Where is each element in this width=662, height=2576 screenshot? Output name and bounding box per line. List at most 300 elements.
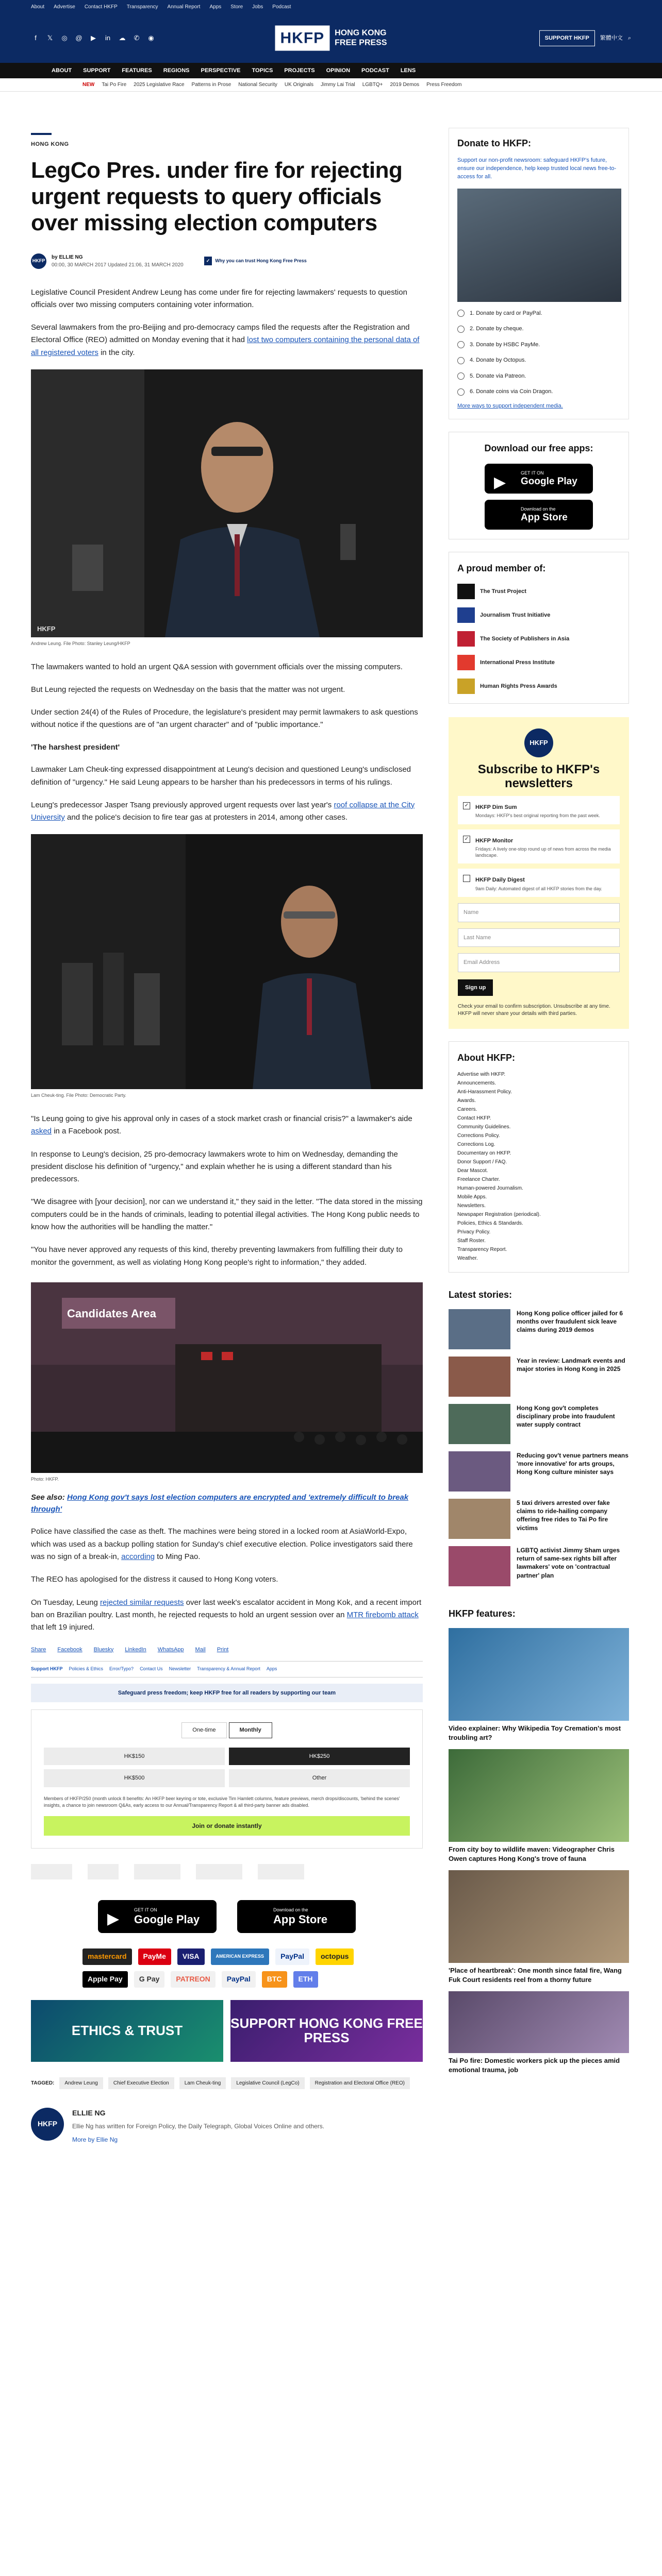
support-hkfp-banner[interactable]: SUPPORT HONG KONG FREE PRESS	[230, 2000, 423, 2062]
membership-name: The Trust Project	[480, 588, 526, 595]
radio-icon	[457, 372, 465, 380]
nav-item[interactable]: OPINION	[326, 67, 351, 74]
donate-widget	[449, 128, 629, 419]
nav-item[interactable]: PERSPECTIVE	[201, 67, 241, 74]
apps-title: Download our free apps:	[484, 443, 593, 453]
nav-item[interactable]: TOPICS	[252, 67, 273, 74]
trust-label: Why you can trust Hong Kong Free Press	[215, 258, 307, 263]
membership-item[interactable]	[457, 584, 620, 599]
about-link[interactable]: Privacy Policy.	[457, 1229, 491, 1235]
donate-method-label: 6. Donate coins via Coin Dragon.	[470, 388, 553, 395]
trending-link[interactable]: Press Freedom	[426, 82, 462, 88]
donate-intro[interactable]: Support our non-profit newsroom: safeguard HKFP's future, ensure our independence, help keep trusted local news free-to-access for all.	[457, 157, 617, 180]
tags-label: TAGGED:	[31, 2080, 55, 2086]
newsletter-logo: HKFP	[524, 728, 553, 757]
story-headline: Reducing gov't venue partners means 'more innovative' for arts groups, Hong Kong culture minister says	[517, 1452, 628, 1476]
story-item[interactable]	[449, 1309, 629, 1349]
paragraph	[31, 799, 423, 824]
newsletter-name: HKFP Dim Sum	[475, 804, 517, 810]
membership-name: International Press Institute	[480, 659, 555, 666]
nav-item[interactable]: SUPPORT	[83, 67, 111, 74]
about-title: About HKFP:	[457, 1053, 515, 1063]
newsletter-widget	[449, 717, 629, 1029]
share-print[interactable]: Print	[217, 1646, 229, 1653]
sidebar	[449, 92, 629, 2074]
nav-item[interactable]: PODCAST	[361, 67, 389, 74]
svg-text:HKFP: HKFP	[37, 625, 56, 633]
site-logo[interactable]	[275, 26, 387, 51]
youtube-icon[interactable]: ▶	[91, 34, 96, 42]
author-box	[31, 2108, 423, 2144]
feature-image	[449, 1628, 629, 1721]
instagram-icon[interactable]: ◎	[61, 34, 68, 42]
trending-link[interactable]: Tai Po Fire	[102, 82, 127, 88]
paragraph-text: that left 19 injured.	[31, 1623, 95, 1632]
story-item[interactable]	[449, 1404, 629, 1444]
share-bar	[31, 1646, 423, 1654]
donate-method[interactable]	[457, 309, 620, 318]
paragraph: But Leung rejected the requests on Wednesday on the basis that the matter was not urgent.	[31, 685, 345, 694]
paragraph-text: and the police's decision to fire tear gas at protesters in 2014, among other cases.	[64, 813, 348, 822]
tab-monthly[interactable]: Monthly	[229, 1722, 272, 1738]
features-title: HKFP features:	[449, 1608, 516, 1619]
venue-sign: Candidates Area	[67, 1307, 156, 1320]
feature-item[interactable]	[449, 1628, 629, 1742]
story-headline: Hong Kong gov't completes disciplinary probe into fraudulent water supply contract	[517, 1404, 615, 1429]
feature-item[interactable]	[449, 1749, 629, 1863]
name-field[interactable]: Name	[458, 903, 620, 922]
paragraph: Under section 24(4) of the Rules of Procedure, the legislature's president may permit lawmakers to ask questions without notice if the questions are of "an urgent character" and of "public importance."	[31, 708, 418, 730]
masthead	[0, 13, 662, 63]
footer-link[interactable]: Error/Typo?	[109, 1666, 134, 1671]
badge-big: Google Play	[521, 476, 577, 487]
latest-title: Latest stories:	[449, 1290, 512, 1300]
paragraph	[31, 1597, 423, 1634]
paragraph: Legislative Council President Andrew Leung has come under fire for rejecting lawmakers' requests to question officials over two missing computers containing voter information.	[31, 287, 407, 309]
inline-link[interactable]: lost two computers containing the personal data of all registered voters	[31, 335, 420, 357]
payment-logo: PATREON	[171, 1971, 215, 1988]
language-switch[interactable]: 繁體中文	[600, 35, 623, 41]
trending-link[interactable]: 2019 Demos	[390, 82, 420, 88]
app-store-badge[interactable]	[485, 500, 593, 530]
payment-logo: AMERICAN EXPRESS	[211, 1948, 270, 1965]
story-thumbnail	[449, 1499, 510, 1539]
inline-link[interactable]: roof collapse at the City University	[31, 800, 415, 822]
inline-link[interactable]: rejected similar requests	[100, 1598, 184, 1607]
ipi-icon	[457, 655, 475, 670]
donate-image	[457, 189, 621, 302]
nav-item[interactable]: PROJECTS	[284, 67, 315, 74]
donation-form	[31, 1709, 423, 1849]
about-link[interactable]: Weather.	[457, 1256, 478, 1261]
topbar-link[interactable]: Apps	[209, 4, 222, 10]
newsletter-desc: Mondays: HKFP's best original reporting from the past week.	[475, 813, 600, 819]
logo-wordmark	[335, 29, 387, 48]
tag[interactable]: Lam Cheuk-ting	[179, 2077, 226, 2089]
donate-method[interactable]	[457, 325, 620, 333]
about-link[interactable]: Corrections Policy.	[457, 1133, 500, 1139]
badge-big: App Store	[521, 512, 568, 523]
payment-logo: PayMe	[138, 1948, 171, 1965]
paragraph-text: Several lawmakers from the pro-Beijing and pro-democracy camps filed the requests after the Registration and Electoral Office (REO) admitted on Monday evening that it had	[31, 323, 410, 345]
search-icon[interactable]: ⌕	[627, 35, 631, 41]
footer-link[interactable]: Policies & Ethics	[69, 1666, 104, 1671]
newsletter-fine-print: Check your email to confirm subscription. Unsubscribe at any time. HKFP will never share your details with third parties.	[458, 1004, 610, 1016]
tag[interactable]: Registration and Electoral Office (REO)	[310, 2077, 410, 2089]
nav-item[interactable]: FEATURES	[122, 67, 152, 74]
paragraph: "You have never approved any requests of this kind, thereby preventing lawmakers from fulfilling their duty to monitor the government, as well as violating Hong Kong people's right to information," they added.	[31, 1245, 403, 1267]
newsletter-desc: Fridays: A lively one-stop round up of news from across the media landscape.	[475, 846, 611, 858]
topbar-link[interactable]: Transparency	[126, 4, 158, 10]
trust-project-logo	[31, 1864, 72, 1879]
donate-method[interactable]	[457, 341, 620, 349]
donation-banner[interactable]: Safeguard press freedom; keep HKFP free for all readers by supporting our team	[31, 1684, 423, 1703]
feature-headline: Video explainer: Why Wikipedia Toy Cremation's most troubling art?	[449, 1724, 621, 1741]
about-link[interactable]: Newsletters.	[457, 1203, 486, 1209]
membership-item[interactable]	[457, 679, 620, 694]
ipi-logo	[196, 1864, 242, 1879]
sopa-icon	[457, 631, 475, 647]
about-link[interactable]: Corrections Log.	[457, 1142, 495, 1147]
nav-item[interactable]: LENS	[400, 67, 416, 74]
logo-line-2: FREE PRESS	[335, 38, 387, 47]
checkbox-checked-icon: ✓	[463, 836, 470, 843]
features-widget	[449, 1607, 629, 2074]
support-hkfp-button[interactable]: SUPPORT HKFP	[539, 30, 595, 46]
tags	[31, 2077, 423, 2089]
payment-logo: ETH	[293, 1971, 318, 1988]
footer-link[interactable]: Newsletter	[169, 1666, 191, 1671]
top-utility-bar	[0, 0, 662, 13]
hrpa-icon	[457, 679, 475, 694]
about-link[interactable]: Donor Support / FAQ.	[457, 1159, 507, 1165]
payment-logo: octopus	[316, 1948, 354, 1965]
jti-icon	[457, 607, 475, 623]
threads-icon[interactable]: @	[75, 34, 82, 42]
payment-logo: G Pay	[134, 1971, 165, 1988]
amount-option[interactable]: Other	[229, 1769, 410, 1787]
google-play-icon: ▶	[107, 1910, 120, 1927]
donation-amounts	[44, 1748, 410, 1787]
paragraph-text: Leung's predecessor Jasper Tsang previously approved urgent requests over last year's	[31, 800, 334, 809]
trust-project-icon	[457, 584, 475, 599]
social-links	[31, 33, 156, 43]
article-section[interactable]: HONG KONG	[31, 141, 69, 147]
payment-logo: PayPal	[275, 1948, 309, 1965]
more-by-author-link[interactable]: More by Ellie Ng	[72, 2136, 118, 2143]
trending-link[interactable]: Patterns in Prose	[191, 82, 231, 88]
photo-caption: Photo: HKFP.	[31, 1476, 59, 1482]
byline	[31, 253, 423, 269]
inline-link[interactable]: MTR firebomb attack	[346, 1610, 419, 1619]
donate-title: Donate to HKFP:	[457, 138, 531, 148]
facebook-icon[interactable]: f	[35, 34, 37, 42]
article	[31, 92, 423, 2144]
logo-line-1: HONG KONG	[335, 28, 387, 38]
newsletter-option[interactable]	[458, 796, 620, 824]
membership-item[interactable]	[457, 631, 620, 647]
share-linkedin[interactable]: LinkedIn	[125, 1646, 146, 1653]
radio-icon	[457, 357, 465, 364]
tag[interactable]: Legislative Council (LegCo)	[231, 2077, 304, 2089]
author-name[interactable]: by ELLIE NG	[52, 254, 83, 260]
about-link[interactable]: Staff Roster.	[457, 1238, 486, 1244]
about-link[interactable]: Policies, Ethics & Standards.	[457, 1221, 523, 1226]
linkedin-icon[interactable]: in	[105, 34, 111, 42]
newsletter-name: HKFP Monitor	[475, 837, 514, 844]
sign-up-button[interactable]: Sign up	[458, 979, 493, 996]
photo-illustration	[31, 369, 423, 637]
photo-lam-cheuk-ting	[31, 834, 423, 1089]
article-footer-links	[31, 1661, 423, 1677]
donate-method-label: 3. Donate by HSBC PayMe.	[470, 341, 540, 348]
email-field[interactable]: Email Address	[458, 953, 620, 972]
footer-link[interactable]: Support HKFP	[31, 1666, 63, 1671]
photo-andrew-leung	[31, 369, 423, 637]
story-item[interactable]	[449, 1546, 629, 1586]
author-avatar[interactable]: HKFP	[31, 253, 46, 269]
about-link[interactable]: Announcements.	[457, 1080, 496, 1086]
about-link[interactable]: Documentary on HKFP.	[457, 1150, 511, 1156]
nav-item[interactable]: ABOUT	[52, 67, 72, 74]
join-button[interactable]: Join or donate instantly	[44, 1816, 410, 1836]
promo-banners	[31, 2000, 423, 2062]
amount-option[interactable]: HK$150	[44, 1748, 225, 1766]
paragraph: In response to Leung's decision, 25 pro-democracy lawmakers wrote to him on Wednesday, demanding the president disclose his definition of "urgency," and explain whether he is using a different standard than his predecessors.	[31, 1149, 398, 1184]
subheading: 'The harshest president'	[31, 742, 120, 752]
newsletter-option-text	[475, 835, 615, 859]
see-also-label: See also:	[31, 1493, 68, 1502]
newsletter-desc: 9am Daily: Automated digest of all HKFP stories from the day.	[475, 886, 602, 891]
topbar-link[interactable]: Podcast	[272, 4, 291, 10]
paragraph-text: in a Facebook post.	[52, 1127, 122, 1136]
share-facebook[interactable]: Facebook	[57, 1646, 82, 1653]
about-link[interactable]: Human-powered Journalism.	[457, 1185, 523, 1191]
jti-logo	[88, 1864, 119, 1879]
photo-illustration	[31, 834, 423, 1089]
nav-item[interactable]: REGIONS	[163, 67, 190, 74]
whatsapp-icon[interactable]: ✆	[134, 34, 140, 42]
paragraph-text: "Is Leung going to give his approval only in cases of a stock market crash or financial crisis?" a lawmaker's aide	[31, 1114, 412, 1123]
paragraph	[31, 1526, 423, 1563]
about-link[interactable]: Newspaper Registration (periodical).	[457, 1212, 541, 1217]
topbar-link[interactable]: Store	[230, 4, 243, 10]
latest-stories	[449, 1288, 629, 1586]
newsletter-option-text	[475, 801, 600, 819]
section-rule	[31, 133, 52, 135]
tag[interactable]: Andrew Leung	[59, 2077, 103, 2089]
checkbox-checked-icon: ✓	[463, 802, 470, 809]
x-icon[interactable]: 𝕏	[47, 34, 53, 42]
membership-item[interactable]	[457, 607, 620, 623]
author-details	[72, 2108, 324, 2144]
author-avatar-large[interactable]: HKFP	[31, 2108, 64, 2141]
paragraph-text: Police have classified the case as theft. The machines were being stored in a locked room at AsiaWorld-Expo, which was used as a backup polling station for Sunday's chief executive election. Police investigators said there was no sign of a break-in,	[31, 1527, 413, 1562]
donate-method-label: 2. Donate by cheque.	[470, 326, 524, 332]
story-thumbnail	[449, 1451, 510, 1492]
about-link[interactable]: Mobile Apps.	[457, 1194, 487, 1200]
memberships-widget	[449, 552, 629, 704]
google-play-badge[interactable]	[98, 1900, 217, 1933]
paragraph	[31, 1113, 423, 1138]
story-thumbnail	[449, 1357, 510, 1397]
trending-link[interactable]: National Security	[238, 82, 277, 88]
about-link[interactable]: Careers.	[457, 1107, 477, 1112]
story-item[interactable]	[449, 1451, 629, 1492]
footer-link[interactable]: Contact Us	[140, 1666, 163, 1671]
donate-method[interactable]	[457, 387, 620, 396]
last-name-field[interactable]: Last Name	[458, 928, 620, 947]
badge-small: GET IT ON	[134, 1907, 157, 1912]
photo-election-venue	[31, 1282, 423, 1473]
about-link[interactable]: Transparency Report.	[457, 1247, 507, 1252]
payment-logo: mastercard	[82, 1948, 132, 1965]
member-logos-strip	[31, 1864, 423, 1879]
donate-method-label: 1. Donate by card or PayPal.	[470, 310, 542, 316]
about-link[interactable]: Community Guidelines.	[457, 1124, 511, 1130]
rss-icon[interactable]: ◉	[148, 34, 154, 42]
paragraph-text: to Ming Pao.	[155, 1552, 201, 1562]
trending-bar	[0, 78, 662, 92]
more-ways-link[interactable]: More ways to support independent media.	[457, 402, 563, 409]
about-link[interactable]: Dear Mascot.	[457, 1168, 488, 1174]
donate-method[interactable]	[457, 356, 620, 365]
story-headline: Hong Kong police officer jailed for 6 months over fraudulent sick leave claims during 2019 demos	[517, 1310, 623, 1334]
apps-widget	[449, 432, 629, 539]
trending-link[interactable]: 2025 Legislative Race	[134, 82, 185, 88]
about-link[interactable]: Anti-Harassment Policy.	[457, 1089, 512, 1095]
share-bluesky[interactable]: Bluesky	[93, 1646, 114, 1653]
about-link[interactable]: Awards.	[457, 1098, 476, 1104]
memberships-title: A proud member of:	[457, 563, 546, 573]
trending-link[interactable]: UK Originals	[284, 82, 313, 88]
paragraph: The REO has apologised for the distress it caused to Hong Kong voters.	[31, 1575, 278, 1584]
newsletter-option[interactable]	[458, 869, 620, 897]
paragraph-text: On Tuesday, Leung	[31, 1598, 100, 1607]
badge-big: Google Play	[134, 1913, 200, 1926]
about-link[interactable]: Advertise with HKFP.	[457, 1072, 506, 1077]
share-whatsapp[interactable]: WhatsApp	[157, 1646, 184, 1653]
feature-headline: 'Place of heartbreak': One month since fatal fire, Wang Fuk Court residents reel from a thorny future	[449, 1967, 622, 1984]
ethics-trust-banner[interactable]: ETHICS & TRUST	[31, 2000, 223, 2062]
share-label: Share	[31, 1646, 46, 1653]
author-box-name[interactable]: ELLIE NG	[72, 2108, 106, 2117]
trending-label: NEW	[82, 82, 95, 88]
newsletter-option[interactable]	[458, 829, 620, 864]
article-dates: 00:00, 30 MARCH 2017 Updated 21:06, 31 MARCH 2020	[52, 262, 184, 268]
google-play-badge[interactable]	[485, 464, 593, 494]
feature-headline: From city boy to wildlife maven: Videographer Chris Owen captures Hong Kong's trove of fauna	[449, 1845, 615, 1862]
topbar-link[interactable]: Annual Report	[167, 4, 201, 10]
paragraph: "We disagree with [your decision], nor can we understand it," they said in the letter. "The data stored in the missing computers could be in the hands of criminals, leading to potential illegal activities. The Hong Kong public needs to know how the authorities will be handling the matter."	[31, 1197, 423, 1232]
radio-icon	[457, 326, 465, 333]
about-link[interactable]: Contact HKFP.	[457, 1115, 491, 1121]
inline-link[interactable]: asked	[31, 1127, 52, 1136]
footer-link[interactable]: Apps	[266, 1666, 277, 1671]
story-item[interactable]	[449, 1499, 629, 1539]
feature-image	[449, 1870, 629, 1963]
tab-one-time[interactable]: One-time	[181, 1722, 226, 1738]
masthead-actions	[539, 30, 631, 46]
payment-logo: Apple Pay	[82, 1971, 128, 1988]
amount-option[interactable]: HK$500	[44, 1769, 225, 1787]
checkbox-icon	[463, 875, 470, 882]
story-headline: LGBTQ activist Jimmy Sham urges return of same-sex rights bill after lawmakers' vote on 'contractual partner' plan	[517, 1547, 620, 1579]
topbar-link[interactable]: Advertise	[54, 4, 75, 10]
logo-mark: HKFP	[275, 26, 329, 51]
author-bio: Ellie Ng has written for Foreign Policy, the Daily Telegraph, Global Voices Online and others.	[72, 2122, 325, 2130]
feature-item[interactable]	[449, 1991, 629, 2074]
membership-benefits: Members of HKFP/250 (month unlock 8 benefits: An HKFP beer keyring or tote, exclusive Tim Hamlett columns, feature previews, merch drops/discounts, 'behind the scenes' insights, a chance to join newsroom Q&As, early access to our Annual/Transparency Report & all third-party banner ads disabled.	[44, 1795, 400, 1808]
about-link[interactable]: Freelance Charter.	[457, 1177, 500, 1182]
payment-logo: BTC	[262, 1971, 287, 1988]
see-also	[31, 1492, 423, 1515]
footer-link[interactable]: Transparency & Annual Report	[197, 1666, 260, 1671]
payment-logos	[82, 1948, 371, 1988]
radio-icon	[457, 388, 465, 396]
article-title: LegCo Pres. under fire for rejecting urgent requests to query officials over missing election computers	[31, 157, 403, 235]
hrpa-logo	[258, 1864, 304, 1879]
membership-name: Journalism Trust Initiative	[480, 612, 551, 618]
amount-option-selected[interactable]: HK$250	[229, 1748, 410, 1766]
membership-name: Human Rights Press Awards	[480, 683, 557, 689]
photo-caption: Lam Cheuk-ting. File Photo: Democratic Party.	[31, 1093, 126, 1098]
newsletter-option-text	[475, 874, 602, 892]
bluesky-icon[interactable]: ☁	[119, 34, 126, 42]
feature-headline: Tai Po fire: Domestic workers pick up the pieces amid emotional trauma, job	[449, 2057, 620, 2074]
badge-small: GET IT ON	[521, 470, 544, 476]
feature-item[interactable]	[449, 1870, 629, 1984]
donate-method[interactable]	[457, 372, 620, 381]
app-store-badge[interactable]	[237, 1900, 356, 1933]
newsletter-name: HKFP Daily Digest	[475, 877, 525, 884]
about-widget	[449, 1041, 629, 1273]
share-mail[interactable]: Mail	[195, 1646, 206, 1653]
see-also-link[interactable]: Hong Kong gov't says lost election computers are encrypted and 'extremely difficult to break through'	[31, 1493, 409, 1514]
inline-link[interactable]: according	[121, 1552, 155, 1562]
feature-image	[449, 1991, 629, 2053]
tag[interactable]: Chief Executive Election	[108, 2077, 174, 2089]
story-headline: Year in review: Landmark events and major stories in Hong Kong in 2025	[517, 1357, 625, 1373]
trending-link[interactable]: Jimmy Lai Trial	[321, 82, 355, 88]
story-thumbnail	[449, 1404, 510, 1444]
trust-icon: ✓	[204, 257, 212, 266]
newsletter-title: Subscribe to HKFP's newsletters	[477, 762, 600, 791]
membership-item[interactable]	[457, 655, 620, 670]
topbar-link[interactable]: Contact HKFP	[84, 4, 118, 10]
trending-link[interactable]: LGBTQ+	[362, 82, 383, 88]
badge-big: App Store	[273, 1913, 328, 1926]
badge-small: Download on the	[521, 506, 556, 512]
sopa-logo	[134, 1864, 180, 1879]
radio-icon	[457, 341, 465, 348]
trust-link[interactable]	[204, 257, 307, 266]
paragraph-text: in the city.	[98, 348, 135, 357]
photo-caption: Andrew Leung. File Photo: Stanley Leung/HKFP	[31, 641, 130, 647]
radio-icon	[457, 310, 465, 317]
topbar-link[interactable]: Jobs	[252, 4, 263, 10]
google-play-icon: ▶	[494, 473, 506, 491]
story-item[interactable]	[449, 1357, 629, 1397]
story-headline: 5 taxi drivers arrested over fake claims to ride-hailing company offering free rides to Tai Po fire victims	[517, 1499, 610, 1532]
byline-text	[52, 253, 184, 269]
donate-method-label: 5. Donate via Patreon.	[470, 372, 526, 379]
paragraph	[31, 321, 423, 359]
payment-logo: PayPal	[222, 1971, 256, 1988]
main-nav	[0, 63, 662, 78]
badge-small: Download on the	[273, 1907, 308, 1912]
topbar-link[interactable]: About	[31, 4, 45, 10]
